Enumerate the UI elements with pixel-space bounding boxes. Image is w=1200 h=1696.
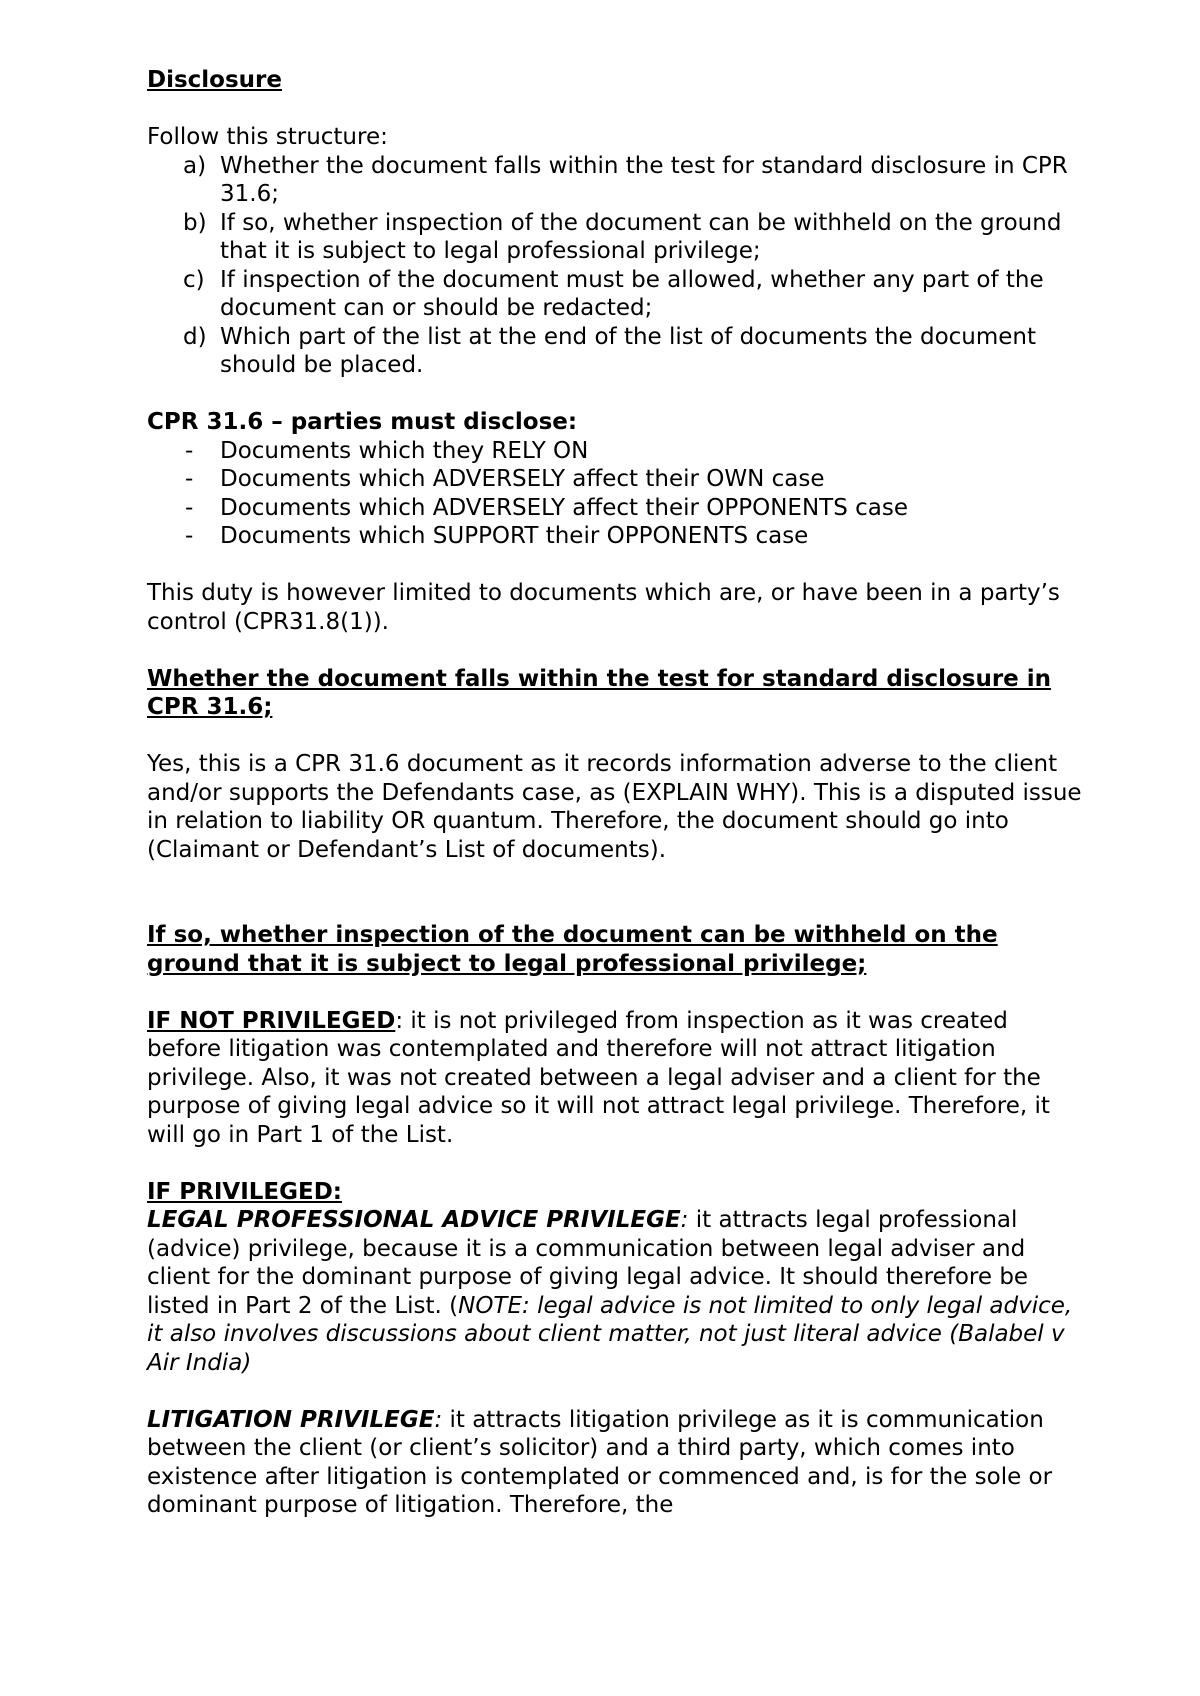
list-marker: c) (183, 266, 205, 293)
document-page (147, 66, 1087, 1520)
list-marker: a) (183, 152, 207, 179)
structure-item-text: Whether the document falls within the test for standard disclosure in CPR 31.6; (220, 152, 1068, 207)
not-privileged-text: : it is not privileged from inspection as it was created before litigation was contemplated and therefore will not attract litigation privilege. Also, it was not created between a legal adviser and a client for the purpose of giving legal advice so it will not attract legal privilege. Therefore, it will go in Part 1 of the List. (147, 1007, 1050, 1148)
spacer (147, 551, 1087, 580)
duty-paragraph: This duty is however limited to documents which are, or have been in a party’s control (CPR31.8(1)). (147, 580, 1060, 635)
cpr-heading: CPR 31.6 – parties must disclose: (147, 409, 578, 435)
list-marker: - (185, 494, 194, 521)
intro-text: Follow this structure: (147, 124, 388, 150)
cpr-item (147, 494, 1087, 523)
structure-item-c (147, 266, 1087, 323)
lpa-label: LEGAL PROFESSIONAL ADVICE PRIVILEGE (147, 1207, 681, 1233)
lpa-note: NOTE: legal advice is not limited to only legal advice, it also involves discussions about client matter, not just literal advice (Balabel v Air India) (147, 1292, 1073, 1376)
structure-item-d (147, 323, 1087, 380)
spacer (147, 380, 1087, 409)
cpr-item-text: Documents which they RELY ON (220, 437, 589, 464)
spacer (147, 1149, 1087, 1178)
list-marker: - (185, 466, 194, 492)
litigation-text: it attracts litigation privilege as it is communication between the client (or client’s solicitor) and a third party, which comes into existence after litigation is contemplated or commenced and, is for the sole or dominant purpose of litigation. Therefore, the (147, 1406, 1053, 1518)
lpa-paragraph (147, 1206, 1087, 1377)
cpr-item (147, 465, 1087, 494)
list-marker: b) (183, 209, 207, 236)
lpa-colon: : (680, 1207, 689, 1233)
structure-item-b (147, 209, 1087, 266)
spacer (147, 1377, 1087, 1406)
cpr-item-text: Documents which ADVERSELY affect their OWN case (220, 466, 825, 492)
privileged-heading: IF PRIVILEGED: (147, 1178, 343, 1205)
structure-list (147, 152, 1087, 380)
section2-heading: If so, whether inspection of the document can be withheld on the ground that it is subject to legal professional privilege; (147, 922, 998, 977)
cpr-item-text: Documents which SUPPORT their OPPONENTS case (220, 523, 809, 549)
document-title: Disclosure (147, 67, 282, 93)
litigation-label: LITIGATION PRIVILEGE (147, 1406, 435, 1433)
litigation-colon: : (434, 1406, 443, 1433)
spacer (147, 95, 1087, 124)
spacer (147, 722, 1087, 751)
spacer (147, 636, 1087, 665)
cpr-list (147, 437, 1087, 551)
structure-item-text: If inspection of the document must be allowed, whether any part of the document can or should be redacted; (220, 266, 1044, 321)
structure-item-text: If so, whether inspection of the document can be withheld on the ground that it is subject to legal professional privilege; (220, 209, 1062, 264)
not-privileged-label: IF NOT PRIVILEGED (147, 1007, 396, 1034)
litigation-paragraph (147, 1406, 1087, 1520)
cpr-item (147, 522, 1087, 551)
section1-heading: Whether the document falls within the test for standard disclosure in CPR 31.6; (147, 665, 1052, 720)
cpr-item (147, 437, 1087, 466)
not-privileged-paragraph (147, 1007, 1087, 1150)
list-marker: d) (183, 323, 207, 350)
structure-item-text: Which part of the list at the end of the list of documents the document should be placed. (220, 323, 1037, 378)
section1-paragraph: Yes, this is a CPR 31.6 document as it records information adverse to the client and/or supports the Defendants case, as (EXPLAIN WHY). This is a disputed issue in relation to liability OR quantum. Therefore, the document should go into (Claimant or Defendant’s List of documents). (147, 751, 1082, 863)
spacer (147, 978, 1087, 1007)
structure-item-a (147, 152, 1087, 209)
list-marker: - (185, 437, 194, 464)
spacer (147, 864, 1087, 921)
cpr-item-text: Documents which ADVERSELY affect their OPPONENTS case (220, 494, 908, 521)
lpa-text: it attracts legal professional (advice) privilege, because it is a communication between legal adviser and client for the dominant purpose of giving legal advice. It should therefore be listed in Part 2 of the List. ( (147, 1207, 1029, 1319)
list-marker: - (185, 523, 194, 549)
